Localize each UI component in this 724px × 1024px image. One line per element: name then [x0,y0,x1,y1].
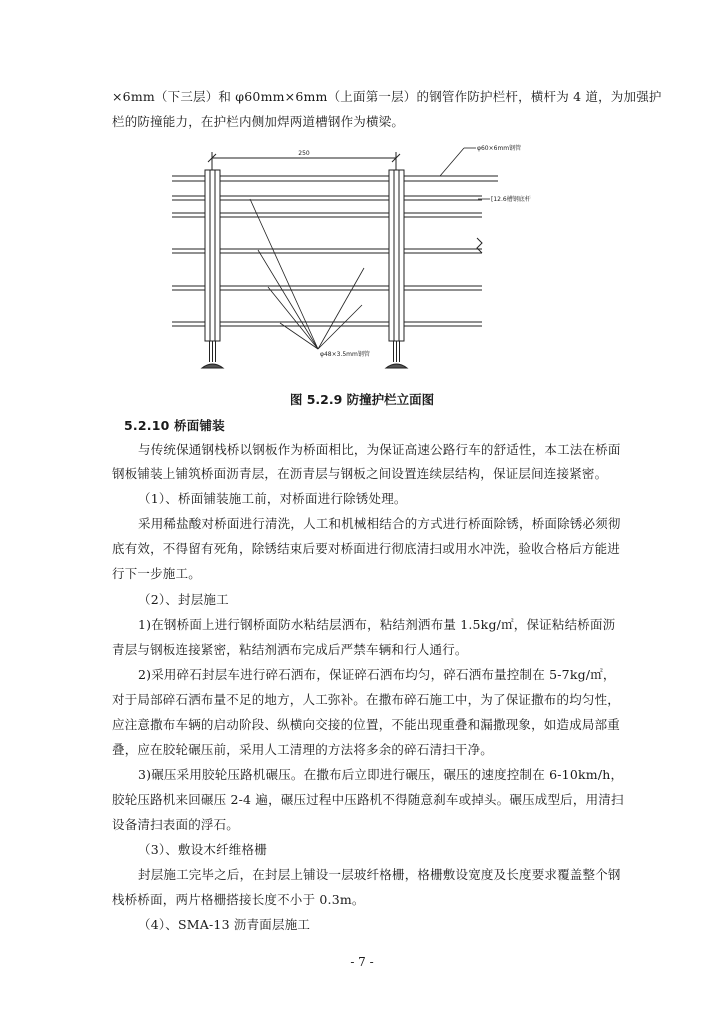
para4-line-3: 应注意撒布车辆的启动阶段、纵横向交接的位置，不能出现重叠和漏撒现象，如造成局部重 [112,717,621,732]
guardrail-elevation-drawing [0,0,724,390]
label-top-pipe: φ60×6mm钢管 [477,145,522,152]
left-post [202,170,223,368]
para2-line-3: 行下一步施工。 [112,566,201,581]
para5-line-1: 3)碾压采用胶轮压路机碾压。在撒布后立即进行碾压，碾压的速度控制在 6-10km/h， [138,767,624,782]
intro-line-2: 栏的防撞能力，在护栏内侧加焊两道槽钢作为横梁。 [112,114,405,129]
horizontal-rails [172,176,498,326]
page-number: - 7 - [350,955,374,969]
para5-line-2: 胶轮压路机来回碾压 2-4 遍，碾压过程中压路机不得随意刹车或掉头。碾压成型后，用清扫 [112,792,624,807]
para2-line-2: 底有效，不得留有死角，除锈结束后要对桥面进行彻底清扫或用水冲洗，验收合格后方能进 [112,541,621,556]
break-mark [477,238,482,253]
section-heading: 5.2.10 桥面铺装 [124,418,225,433]
para1-line-1: 与传统保通钢栈桥以钢板作为桥面相比，为保证高速公路行车的舒适性，本工法在桥面 [138,442,621,457]
para4-line-1: 2)采用碎石封层车进行碎石洒布，保证碎石洒布均匀，碎石洒布量控制在 5-7kg/㎡， [138,667,616,682]
figure-caption: 图 5.2.9 防撞护栏立面图 [289,392,435,407]
intro-line-1: ×6mm（下三层）和 φ60mm×6mm（上面第一层）的钢管作防护栏杆，横杆为 4 道，为加强护 [112,89,662,104]
para5-line-3: 设备清扫表面的浮石。 [112,817,240,832]
list-item-1: （1）、桥面铺装施工前，对桥面进行除锈处理。 [138,491,407,506]
para4-line-4: 叠，应在胶轮碾压前，采用人工清理的方法将多余的碎石清扫干净。 [112,742,494,757]
dimension-label: 250 [298,150,310,157]
list-item-3: （3）、敷设木纤维格栅 [138,842,267,857]
para6-line-2: 栈桥桥面，两片格栅搭接长度不小于 0.3m。 [112,892,365,907]
para3-line-2: 青层与钢板连接紧密，粘结剂洒布完成后严禁车辆和行人通行。 [112,642,468,657]
para3-line-1: 1)在钢桥面上进行钢桥面防水粘结层洒布，粘结剂洒布量 1.5kg/㎡，保证粘结桥面沥 [138,617,616,632]
right-post [386,170,407,368]
label-channel: [12.6槽钢底杆 [491,196,531,203]
list-item-4: （4）、SMA-13 沥青面层施工 [138,917,311,932]
list-item-2: （2）、封层施工 [138,592,229,607]
para6-line-1: 封层施工完毕之后，在封层上铺设一层玻纤格栅，格栅敷设宽度及长度要求覆盖整个钢 [138,867,621,882]
para1-line-2: 钢板铺装上铺筑桥面沥青层，在沥青层与钢板之间设置连续层结构，保证层间连接紧密。 [112,466,608,481]
para2-line-1: 采用稀盐酸对桥面进行清洗，人工和机械相结合的方式进行桥面除锈，桥面除锈必须彻 [138,516,621,531]
para4-line-2: 对于局部碎石洒布量不足的地方，人工弥补。在撒布碎石施工中，为了保证撒布的均匀性， [112,692,621,707]
label-lower-pipe: φ48×3.5mm钢管 [320,351,370,358]
